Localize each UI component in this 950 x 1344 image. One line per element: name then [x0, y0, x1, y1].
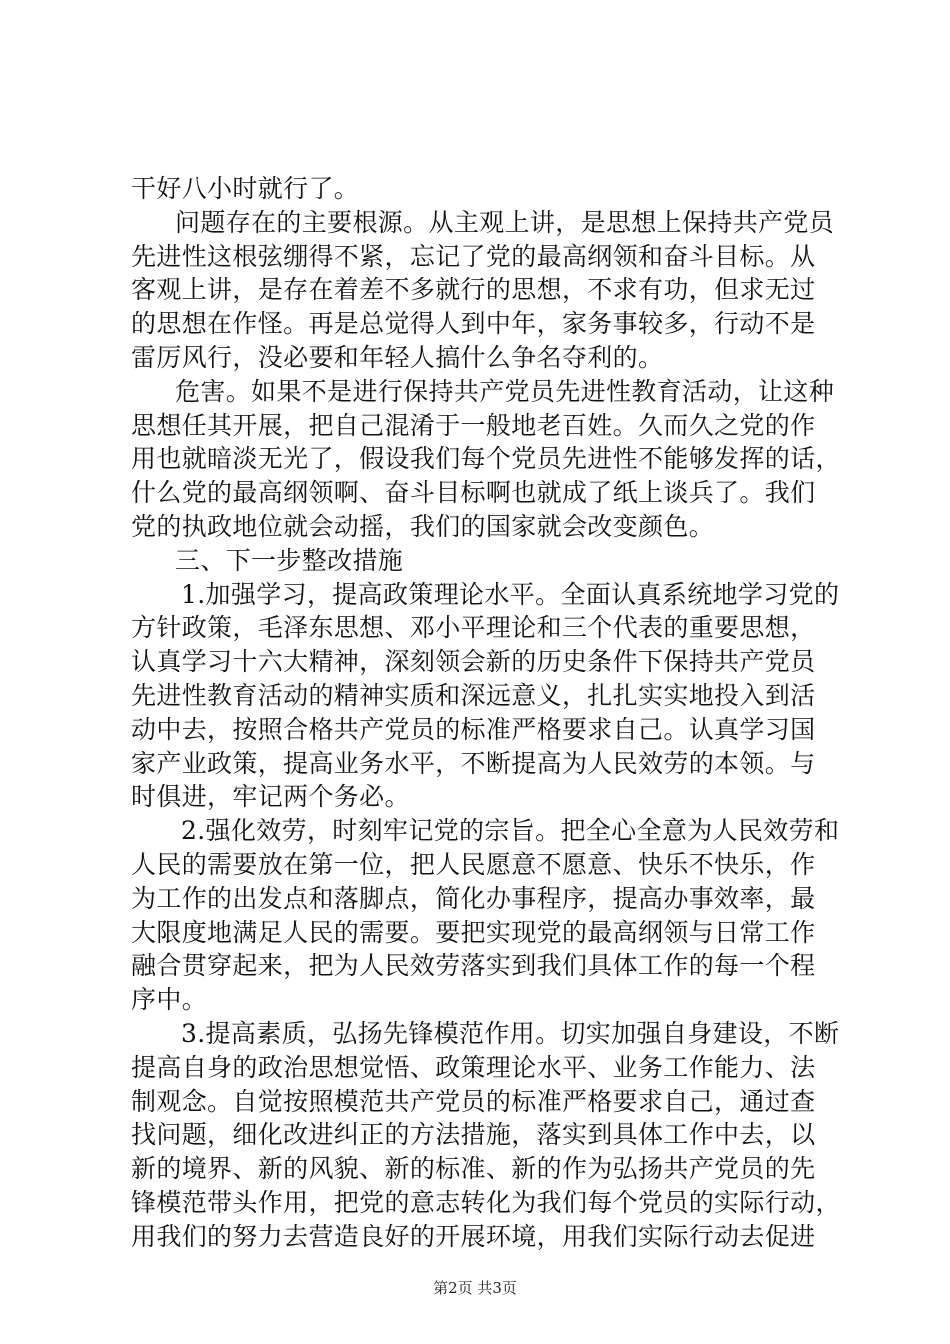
text-line: 锋模范带头作用，把党的意志转化为我们每个党员的实际行动，	[131, 1187, 841, 1217]
text-line: 1.加强学习，提高政策理论水平。全面认真系统地学习党的	[181, 579, 840, 609]
text-line: 方针政策，毛泽东思想、邓小平理论和三个代表的重要思想，	[131, 613, 816, 643]
text-line: 的思想在作怪。再是总觉得人到中年，家务事较多，行动不是	[131, 309, 816, 339]
text-line: 干好八小时就行了。	[131, 174, 360, 203]
text-line: 3.提高素质，弘扬先锋模范作用。切实加强自身建设，不断	[181, 1018, 840, 1048]
text-line: 用也就暗淡无光了，假设我们每个党员先进性不能够发挥的话，	[131, 444, 841, 474]
page-footer: 第2页 共3页	[433, 1279, 517, 1297]
text-line: 人民的需要放在第一位，把人民愿意不愿意、快乐不快乐，作	[131, 849, 816, 879]
text-line: 时俱进，牢记两个务必。	[131, 782, 410, 812]
text-line: 2.强化效劳，时刻牢记党的宗旨。把全心全意为人民效劳和	[181, 816, 840, 846]
text-line: 雷厉风行，没必要和年轻人搞什么争名夺利的。	[131, 342, 664, 372]
text-line: 用我们的努力去营造良好的开展环境，用我们实际行动去促进	[131, 1221, 816, 1251]
text-line: 先进性这根弦绷得不紧，忘记了党的最高纲领和奋斗目标。从	[131, 241, 816, 271]
text-line: 思想任其开展，把自己混淆于一般地老百姓。久而久之党的作	[131, 410, 816, 440]
text-line: 找问题，细化改进纠正的方法措施，落实到具体工作中去，以	[131, 1120, 816, 1150]
text-line: 先进性教育活动的精神实质和深远意义，扎扎实实地投入到活	[131, 680, 816, 710]
text-line: 新的境界、新的风貌、新的标准、新的作为弘扬共产党员的先	[131, 1154, 816, 1184]
text-line: 融合贯穿起来，把为人民效劳落实到我们具体工作的每一个程	[131, 951, 816, 981]
text-line: 动中去，按照合格共产党员的标准严格要求自己。认真学习国	[131, 714, 816, 744]
text-line: 认真学习十六大精神，深刻领会新的历史条件下保持共产党员	[131, 647, 816, 677]
text-line: 为工作的出发点和落脚点，简化办事程序，提高办事效率，最	[131, 883, 816, 913]
document-body	[131, 172, 841, 1254]
text-line: 什么党的最高纲领啊、奋斗目标啊也就成了纸上谈兵了。我们	[131, 478, 816, 508]
text-line: 制观念。自觉按照模范共产党员的标准严格要求自己，通过查	[131, 1086, 816, 1116]
text-line: 党的执政地位就会动摇，我们的国家就会改变颜色。	[131, 511, 715, 541]
text-line: 三、下一步整改措施	[175, 545, 404, 575]
text-line: 家产业政策，提高业务水平，不断提高为人民效劳的本领。与	[131, 748, 816, 778]
text-line: 危害。如果不是进行保持共产党员先进性教育活动，让这种	[175, 376, 835, 406]
text-line: 大限度地满足人民的需要。要把实现党的最高纲领与日常工作	[131, 917, 816, 947]
text-line: 提高自身的政治思想觉悟、政策理论水平、业务工作能力、法	[131, 1052, 816, 1082]
text-line: 问题存在的主要根源。从主观上讲，是思想上保持共产党员	[175, 207, 835, 237]
text-line: 客观上讲，是存在着差不多就行的思想，不求有功，但求无过	[131, 275, 816, 305]
text-line: 序中。	[131, 985, 208, 1015]
